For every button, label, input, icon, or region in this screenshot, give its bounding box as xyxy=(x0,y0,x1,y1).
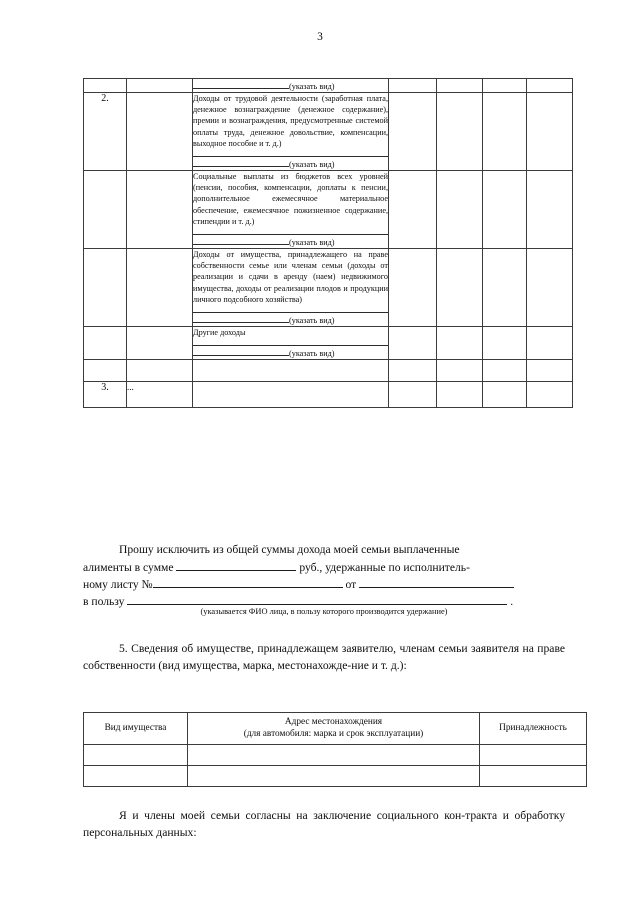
table-row xyxy=(84,766,587,787)
table-header-row xyxy=(84,713,587,745)
table-row xyxy=(84,360,573,382)
cell-value-2[interactable] xyxy=(437,249,483,327)
cell-row-number[interactable] xyxy=(84,79,127,93)
cell-member[interactable] xyxy=(127,249,193,327)
fill-blank[interactable] xyxy=(193,236,289,245)
alimony-line2-suffix: руб., удержанные по исполнитель- xyxy=(299,561,470,574)
cell-value-1[interactable] xyxy=(389,249,437,327)
cell-member[interactable]: ... xyxy=(127,382,193,408)
cell-value-3[interactable] xyxy=(483,327,527,360)
cell-value-1[interactable] xyxy=(389,360,437,382)
alimony-paragraph xyxy=(83,541,565,558)
specify-label: (указать вид) xyxy=(289,160,335,170)
specify-line xyxy=(193,158,388,170)
income-type-text: Доходы от трудовой деятельности (заработная плата, денежное вознаграждение (денежное содержание), премии и вознаграждения, предусмотренные системой оплаты труда, денежное довольствие, компенсации, выходное пособие и т. д.) xyxy=(193,94,388,148)
specify-label: (указать вид) xyxy=(289,82,335,91)
consent-text: Я и члены моей семьи согласны на заключение социального кон-тракта и обработку персональных данных: xyxy=(83,809,565,840)
header-property-address xyxy=(188,713,480,745)
write-in-rule xyxy=(193,345,388,346)
fill-blank[interactable] xyxy=(193,314,289,323)
cell-row-number[interactable]: 2. xyxy=(84,93,127,171)
alimony-line1: Прошу исключить из общей суммы дохода моей семьи выплаченные xyxy=(119,543,460,556)
writ-number-field[interactable] xyxy=(153,575,343,588)
income-type-text: Социальные выплаты из бюджетов всех уровней (пенсии, пособия, компенсации, доплаты к пенсии, дополнительное ежемесячное материальное обеспечение, ежемесячное пожизненное содержание, стипендии и т. д.) xyxy=(193,172,388,226)
header-property-ownership: Принадлежность xyxy=(480,713,587,745)
specify-label: (указать вид) xyxy=(289,316,335,326)
cell-value-4[interactable] xyxy=(527,382,573,408)
specify-label: (указать вид) xyxy=(289,238,335,248)
cell-property-type[interactable] xyxy=(84,745,188,766)
specify-line xyxy=(193,80,388,92)
cell-income-type[interactable] xyxy=(193,382,389,408)
income-type-text: Доходы от имущества, принадлежащего на праве собственности семье или членам семьи (доходы от реализации и сдачи в аренду (наем) недвижимого имущества, доходы от реализации плодов и продукции личного подсобного хозяйства) xyxy=(193,250,388,304)
cell-row-number[interactable] xyxy=(84,327,127,360)
header-address-sub: (для автомобиля: марка и срок эксплуатации) xyxy=(243,729,424,739)
cell-income-type[interactable] xyxy=(193,93,389,171)
specify-line xyxy=(193,314,388,326)
cell-row-number[interactable] xyxy=(84,249,127,327)
section5-paragraph xyxy=(83,640,565,675)
cell-value-4[interactable] xyxy=(527,79,573,93)
cell-value-3[interactable] xyxy=(483,382,527,408)
cell-value-4[interactable] xyxy=(527,93,573,171)
cell-value-2[interactable] xyxy=(437,79,483,93)
table-row xyxy=(84,93,573,171)
cell-value-2[interactable] xyxy=(437,93,483,171)
writ-date-field[interactable] xyxy=(359,575,514,588)
cell-member[interactable] xyxy=(127,360,193,382)
cell-income-type[interactable] xyxy=(193,249,389,327)
cell-row-number[interactable] xyxy=(84,171,127,249)
table-row xyxy=(84,171,573,249)
cell-member[interactable] xyxy=(127,79,193,93)
cell-value-4[interactable] xyxy=(527,171,573,249)
cell-value-2[interactable] xyxy=(437,327,483,360)
cell-property-address[interactable] xyxy=(188,766,480,787)
cell-value-1[interactable] xyxy=(389,93,437,171)
alimony-line3-row xyxy=(83,575,565,593)
cell-value-4[interactable] xyxy=(527,249,573,327)
alimony-line3-prefix: ному листу № xyxy=(83,578,153,591)
write-in-rule xyxy=(193,156,388,157)
cell-value-1[interactable] xyxy=(389,79,437,93)
section5-text: 5. Сведения об имуществе, принадлежащем заявителю, членам семьи заявителя на праве собственности (вид имущества, марка, местонахожде-ние и т. д.): xyxy=(83,642,565,673)
alimony-line4-end: . xyxy=(510,595,514,608)
table-row xyxy=(84,382,573,408)
cell-property-type[interactable] xyxy=(84,766,188,787)
specify-label: (указать вид) xyxy=(289,349,335,359)
fill-blank[interactable] xyxy=(193,347,289,356)
property-table xyxy=(83,712,587,787)
table-row xyxy=(84,745,587,766)
cell-member[interactable] xyxy=(127,171,193,249)
cell-value-1[interactable] xyxy=(389,382,437,408)
cell-value-3[interactable] xyxy=(483,249,527,327)
table-row xyxy=(84,249,573,327)
income-type-text: Другие доходы xyxy=(193,328,246,338)
write-in-rule xyxy=(193,234,388,235)
beneficiary-caption: (указывается ФИО лица, в пользу которого производится удержание) xyxy=(200,607,448,616)
page-number: 3 xyxy=(317,31,323,43)
beneficiary-name-field[interactable] xyxy=(127,592,507,605)
cell-value-2[interactable] xyxy=(437,382,483,408)
fill-blank[interactable] xyxy=(193,158,289,167)
cell-value-2[interactable] xyxy=(437,360,483,382)
cell-income-type[interactable] xyxy=(193,327,389,360)
cell-property-ownership[interactable] xyxy=(480,745,587,766)
header-address-main: Адрес местонахождения xyxy=(284,717,383,727)
header-property-type: Вид имущества xyxy=(84,713,188,745)
cell-member[interactable] xyxy=(127,327,193,360)
alimony-line2-prefix: алименты в сумме xyxy=(83,561,174,574)
cell-value-1[interactable] xyxy=(389,171,437,249)
cell-income-type[interactable] xyxy=(193,171,389,249)
cell-value-4[interactable] xyxy=(527,360,573,382)
cell-income-type[interactable] xyxy=(193,360,389,382)
table-row xyxy=(84,327,573,360)
cell-value-3[interactable] xyxy=(483,79,527,93)
table-row xyxy=(84,79,573,93)
specify-line xyxy=(193,236,388,248)
specify-line xyxy=(193,347,388,359)
cell-value-2[interactable] xyxy=(437,171,483,249)
consent-paragraph xyxy=(83,807,565,842)
cell-row-number[interactable] xyxy=(84,360,127,382)
cell-income-type[interactable] xyxy=(193,79,389,93)
cell-property-address[interactable] xyxy=(188,745,480,766)
cell-value-3[interactable] xyxy=(483,93,527,171)
cell-member[interactable] xyxy=(127,93,193,171)
alimony-line3-middle: от xyxy=(345,578,357,591)
alimony-line4-prefix: в пользу xyxy=(83,595,125,608)
fill-blank[interactable] xyxy=(193,80,289,89)
cell-value-3[interactable] xyxy=(483,171,527,249)
alimony-amount-field[interactable] xyxy=(176,558,296,571)
cell-value-1[interactable] xyxy=(389,327,437,360)
cell-value-4[interactable] xyxy=(527,327,573,360)
income-table xyxy=(83,78,573,408)
cell-value-3[interactable] xyxy=(483,360,527,382)
cell-row-number[interactable]: 3. xyxy=(84,382,127,408)
alimony-line2-row xyxy=(83,558,565,576)
write-in-rule xyxy=(193,312,388,313)
cell-property-ownership[interactable] xyxy=(480,766,587,787)
